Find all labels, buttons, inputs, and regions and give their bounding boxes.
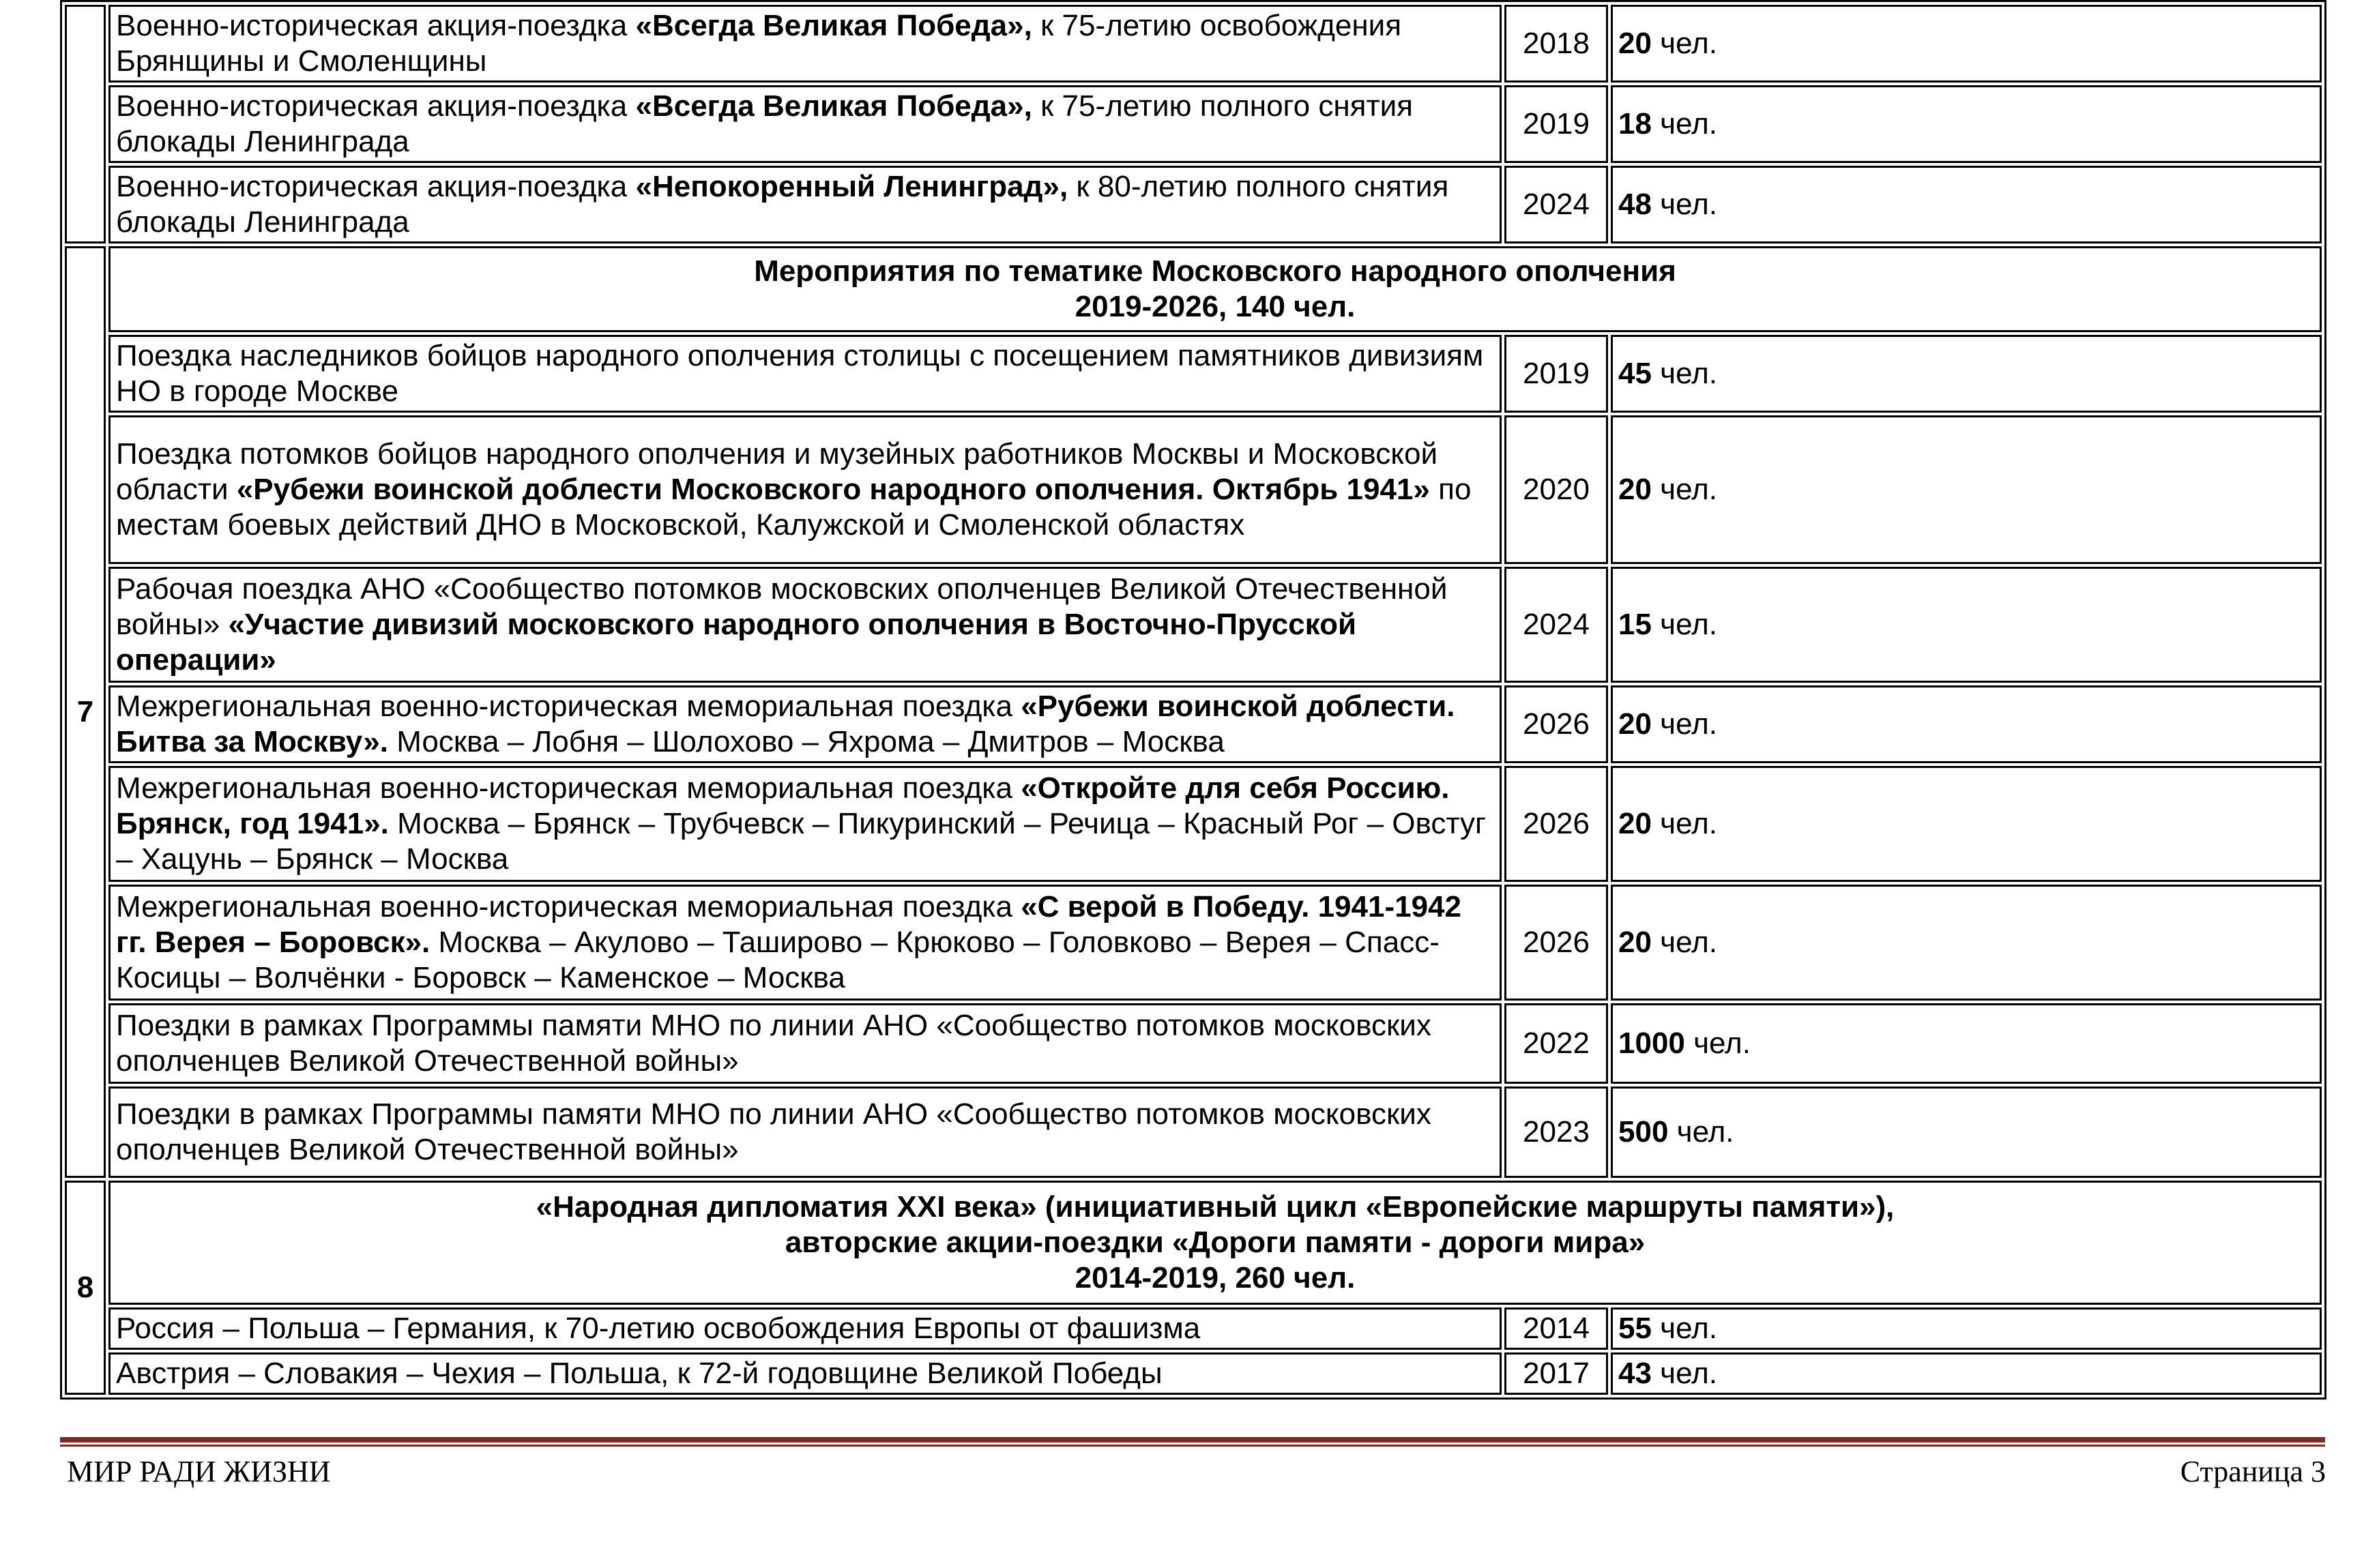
footer-divider-thin [60,1445,2325,1447]
event-participants: 43 чел. [1611,1352,2322,1395]
event-participants: 20 чел. [1611,5,2322,83]
section-number: 8 [65,1181,106,1395]
event-year: 2022 [1504,1003,1608,1084]
event-participants: 55 чел. [1611,1307,2322,1350]
event-participants: 45 чел. [1611,335,2322,413]
event-description: Поездки в рамках Программы памяти МНО по линии АНО «Сообщество потомков московских ополченцев Великой Отечественной войны» [108,1086,1502,1178]
event-participants: 500 чел. [1611,1086,2322,1178]
event-description: Австрия – Словакия – Чехия – Польша, к 72-й годовщине Великой Победы [108,1352,1502,1395]
footer-organization: МИР РАДИ ЖИЗНИ [67,1455,331,1488]
section-title: «Народная дипломатия XXI века» (инициативный цикл «Европейские маршруты памяти»), авторские акции-поездки «Дороги памяти - дороги мира» 2014-2019, 260 чел. [108,1181,2322,1305]
table-row [65,1352,2322,1395]
event-description: Военно-историческая акция-поездка «Всегда Великая Победа», к 75-летию освобождения Брянщины и Смоленщины [108,5,1502,83]
event-participants: 15 чел. [1611,567,2322,683]
event-description: Россия – Польша – Германия, к 70-летию освобождения Европы от фашизма [108,1307,1502,1350]
event-description: Поездка потомков бойцов народного ополчения и музейных работников Москвы и Московской области «Рубежи воинской доблести Московского народного ополчения. Октябрь 1941» по местам боевых действий ДНО в Московской, Калужской и Смоленской областях [108,415,1502,564]
event-participants: 18 чел. [1611,85,2322,163]
event-participants: 20 чел. [1611,685,2322,763]
footer-page-number: Страница 3 [2180,1455,2326,1488]
table-row [65,1003,2322,1084]
event-participants: 20 чел. [1611,415,2322,564]
event-description: Межрегиональная военно-историческая мемориальная поездка «С верой в Победу. 1941-1942 гг. Верея – Боровск». Москва – Акулово – Таширово – Крюково – Головково – Верея – Спасс-Косицы – Волчёнки - Боровск – Каменское – Москва [108,885,1502,1001]
table-row [65,415,2322,564]
event-description: Межрегиональная военно-историческая мемориальная поездка «Откройте для себя Россию. Брянск, год 1941». Москва – Брянск – Трубчевск – Пикуринский – Речица – Красный Рог – Овстуг – Хацунь – Брянск – Москва [108,766,1502,882]
table-row [65,1307,2322,1350]
section-header-row [65,1181,2322,1305]
table-row [65,166,2322,243]
table-row [65,85,2322,163]
table-row [65,1086,2322,1178]
event-year: 2017 [1504,1352,1608,1395]
footer-divider [60,1437,2325,1443]
event-year: 2024 [1504,166,1608,243]
event-participants: 20 чел. [1611,766,2322,882]
event-description: Рабочая поездка АНО «Сообщество потомков московских ополченцев Великой Отечественной войны» «Участие дивизий московского народного ополчения в Восточно-Прусской операции» [108,567,1502,683]
table-row [65,567,2322,683]
event-participants: 48 чел. [1611,166,2322,243]
section-title: Мероприятия по тематике Московского народного ополчения 2019-2026, 140 чел. [108,246,2322,332]
event-year: 2019 [1504,85,1608,163]
event-description: Поездки в рамках Программы памяти МНО по линии АНО «Сообщество потомков московских ополченцев Великой Отечественной войны» [108,1003,1502,1084]
event-year: 2026 [1504,885,1608,1001]
table-row [65,335,2322,413]
event-year: 2018 [1504,5,1608,83]
table-row [65,685,2322,763]
event-participants: 20 чел. [1611,885,2322,1001]
event-year: 2019 [1504,335,1608,413]
event-description: Военно-историческая акция-поездка «Всегда Великая Победа», к 75-летию полного снятия блокады Ленинграда [108,85,1502,163]
event-year: 2026 [1504,766,1608,882]
events-table [60,0,2326,1400]
event-year: 2026 [1504,685,1608,763]
event-year: 2024 [1504,567,1608,683]
event-participants: 1000 чел. [1611,1003,2322,1084]
event-description: Межрегиональная военно-историческая мемориальная поездка «Рубежи воинской доблести. Битва за Москву». Москва – Лобня – Шолохово – Яхрома – Дмитров – Москва [108,685,1502,763]
event-year: 2023 [1504,1086,1608,1178]
table-row [65,766,2322,882]
section-number: 7 [65,246,106,1178]
table-row [65,5,2322,83]
event-description: Военно-историческая акция-поездка «Непокоренный Ленинград», к 80-летию полного снятия блокады Ленинграда [108,166,1502,243]
event-year: 2020 [1504,415,1608,564]
table-row [65,885,2322,1001]
section-header-row [65,246,2322,332]
row-number-cell [65,5,106,243]
event-description: Поездка наследников бойцов народного ополчения столицы с посещением памятников дивизиям НО в городе Москве [108,335,1502,413]
event-year: 2014 [1504,1307,1608,1350]
